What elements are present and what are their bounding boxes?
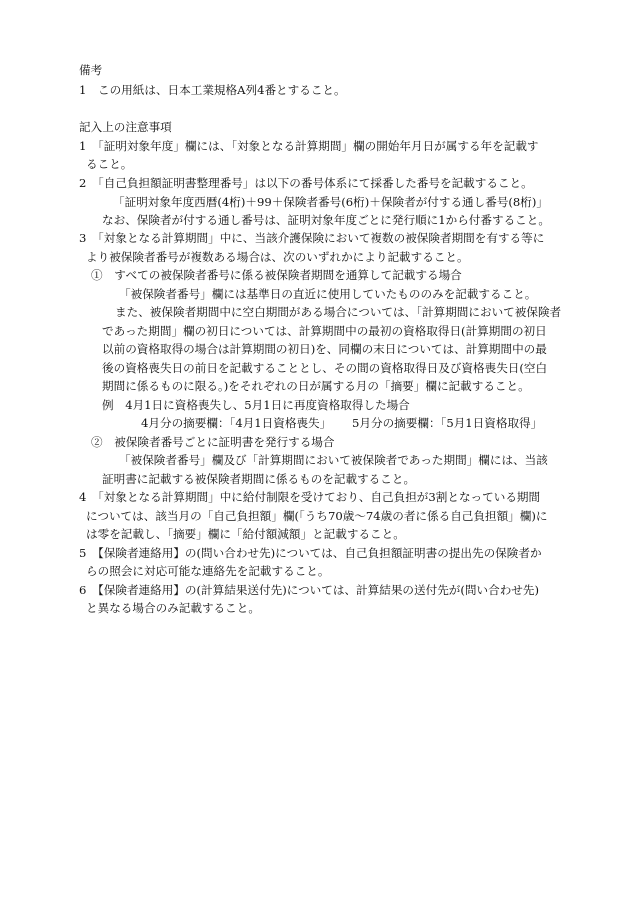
subnote-2-line-1: ② 被保険者番号ごとに証明書を発行する場合 [91, 435, 335, 449]
remarks-heading: 備考 [79, 63, 103, 77]
subnote-1-line-3: また、被保険者期間中に空白期間がある場合については、「計算期間において被保険者 [115, 305, 562, 319]
note-2-line-1: 2 「自己負担額証明書整理番号」は以下の番号体系にて採番した番号を記載すること。 [79, 176, 533, 190]
note-4-line-2: については、該当月の「自己負担額」欄(「うち70歳～74歳の者に係る自己負担額」欄)に [86, 509, 548, 523]
note-5-line-2: らの照会に対応可能な連絡先を記載すること。 [86, 564, 330, 578]
note-5-line-1: 5 【保険者連絡用】の(問い合わせ先)については、自己負担額証明書の提出先の保険者か [79, 546, 542, 560]
subnote-2-line-3: 証明書に記載する被保険者期間に係るものを記載すること。 [102, 472, 416, 486]
note-3-line-2: より被保険者番号が複数ある場合は、次のいずれかにより記載すること。 [86, 250, 469, 264]
note-3-line-1: 3 「対象となる計算期間」中に、当該介護保険において複数の被保険者期間を有する等に [79, 231, 545, 245]
subnote-2-line-2: 「被保険者番号」欄及び「計算期間において被保険者であった期間」欄には、当該 [119, 453, 548, 467]
note-1-line-1: 1 「証明対象年度」欄には、「対象となる計算期間」欄の開始年月日が属する年を記載す [79, 139, 539, 153]
note-4-line-1: 4 「対象となる計算期間」中に給付制限を受けており、自己負担が3割となっている期間 [79, 490, 541, 504]
note-6-line-1: 6 【保険者連絡用】の(計算結果送付先)については、計算結果の送付先が(問い合わせ先) [79, 583, 540, 597]
notes-heading: 記入上の注意事項 [79, 120, 172, 134]
note-1-line-2: ること。 [86, 157, 133, 171]
example-may: 5月分の摘要欄：「5月1日資格取得」 [352, 416, 543, 430]
subnote-1-line-1: ① すべての被保険者番号に係る被保険者期間を通算して記載する場合 [91, 268, 462, 282]
note-4-line-3: は零を記載し、「摘要」欄に「給付額減額」と記載すること。 [86, 527, 405, 541]
subnote-1-line-6: 後の資格喪失日の前日を記載することとし、その間の資格取得日及び資格喪失日(空白 [102, 361, 548, 375]
subnote-1-line-2: 「被保険者番号」欄には基準日の直近に使用していたもののみを記載すること。 [119, 287, 537, 301]
remarks-item-1: 1 この用紙は、日本工業規格A列4番とすること。 [79, 83, 346, 97]
subnote-1-line-7: 期間に係るものに限る。)をそれぞれの日が属する月の「摘要」欄に記載すること。 [102, 379, 530, 393]
subnote-1-line-5: 以前の資格取得の場合は計算期間の初日)を、同欄の末日については、計算期間中の最 [102, 342, 547, 356]
example-line: 例 4月1日に資格喪失し、5月1日に再度資格取得した場合 [102, 398, 410, 412]
note-2-line-2: 「証明対象年度西暦(4桁)＋99＋保険者番号(6桁)＋保険者が付する通し番号(8桁)」 [113, 195, 549, 209]
subnote-1-line-4: であった期間」欄の初日については、計算期間中の最初の資格取得日(計算期間の初日 [102, 324, 547, 338]
note-6-line-2: と異なる場合のみ記載すること。 [86, 601, 260, 615]
note-2-line-3: なお、保険者が付する通し番号は、証明対象年度ごとに発行順に1から付番すること。 [102, 213, 550, 227]
example-april: 4月分の摘要欄：「4月1日資格喪失」 [141, 416, 332, 430]
